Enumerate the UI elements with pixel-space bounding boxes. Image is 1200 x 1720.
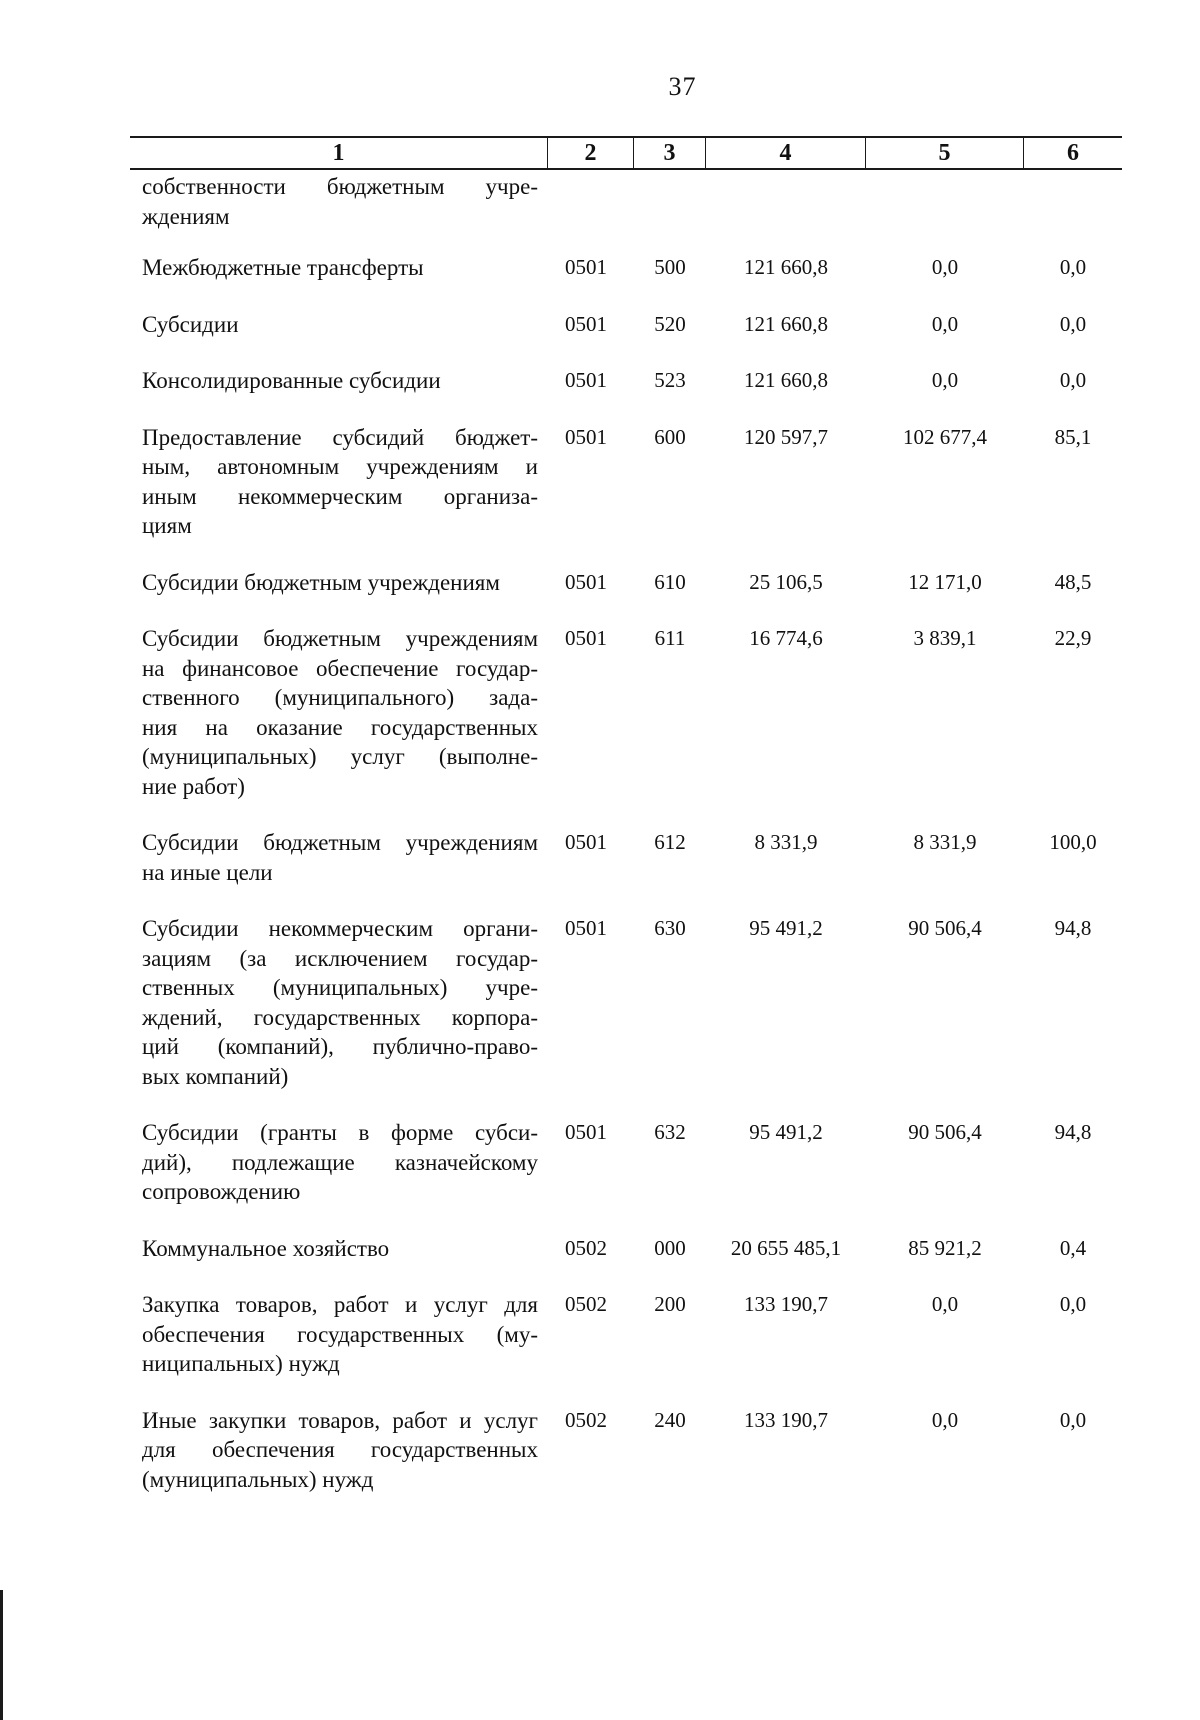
description-line: собственности бюджетным учре- xyxy=(142,174,538,199)
description-line: Межбюджетные трансферты xyxy=(142,255,424,280)
row-description xyxy=(130,1234,538,1264)
row-col-5: 0,0 xyxy=(931,1292,959,1316)
description-line: ственных (муниципальных) учре- xyxy=(142,975,538,1000)
description-line: ным, автономным учреждениям и xyxy=(142,454,538,479)
row-col-3: 600 xyxy=(654,424,686,449)
description-line: Коммунальное хозяйство xyxy=(142,1235,390,1261)
row-col-4: 20 655 485,1 xyxy=(730,1235,842,1260)
row-description xyxy=(130,1406,538,1495)
row-description xyxy=(130,366,538,396)
row-col-3: 500 xyxy=(654,255,686,279)
table-row xyxy=(130,568,1122,598)
row-description xyxy=(130,172,538,231)
row-col-2: 0502 xyxy=(565,1407,607,1432)
description-line: (муниципальных) нужд xyxy=(142,1466,374,1492)
row-col-4: 133 190,7 xyxy=(744,1292,828,1316)
description-line: ниципальных) нужд xyxy=(142,1351,340,1376)
row-col-2: 0502 xyxy=(565,1235,607,1260)
row-col-2: 0501 xyxy=(565,424,607,449)
header-col-4: 4 xyxy=(706,138,866,168)
row-col-5: 85 921,2 xyxy=(908,1235,982,1260)
page-number: 37 xyxy=(668,72,697,101)
row-col-4: 8 331,9 xyxy=(754,830,818,854)
row-col-2: 0501 xyxy=(565,916,607,940)
row-col-6: 85,1 xyxy=(1054,424,1092,449)
row-col-2: 0501 xyxy=(565,311,607,336)
row-col-4: 133 190,7 xyxy=(744,1407,828,1432)
row-col-3: 523 xyxy=(654,368,686,392)
row-col-5: 102 677,4 xyxy=(903,424,987,449)
description-line: ждений, государственных корпора- xyxy=(142,1004,538,1030)
description-line: сопровождению xyxy=(142,1179,301,1204)
row-col-2: 0502 xyxy=(565,1292,607,1316)
table-row xyxy=(130,914,1122,1091)
row-col-6: 0,0 xyxy=(1059,1407,1087,1432)
row-description xyxy=(130,423,538,541)
description-line: Предоставление субсидий бюджет- xyxy=(142,424,538,450)
description-line: ние работ) xyxy=(142,773,245,799)
description-line: Субсидии некоммерческим органи- xyxy=(142,916,538,941)
row-col-6: 0,4 xyxy=(1059,1235,1087,1260)
row-col-2: 0501 xyxy=(565,569,607,594)
description-line: ждениям xyxy=(142,203,230,229)
row-col-3: 240 xyxy=(654,1407,686,1432)
row-col-2: 0501 xyxy=(565,368,607,392)
row-description xyxy=(130,914,538,1091)
header-col-6: 6 xyxy=(1067,140,1079,166)
description-line: ния на оказание государственных xyxy=(142,714,538,740)
row-col-5: 12 171,0 xyxy=(908,569,982,594)
row-description xyxy=(130,253,538,283)
description-line: на иные цели xyxy=(142,859,273,885)
header-col-2: 2 xyxy=(548,138,634,168)
row-col-2: 0501 xyxy=(565,626,607,650)
description-line: иным некоммерческим организа- xyxy=(142,483,538,509)
row-col-4: 121 660,8 xyxy=(744,368,828,392)
description-line: Консолидированные субсидии xyxy=(142,368,441,393)
scan-edge-mark xyxy=(0,1590,3,1720)
table-row xyxy=(130,253,1122,283)
row-col-3: 630 xyxy=(654,916,686,940)
row-col-4: 95 491,2 xyxy=(749,916,823,940)
table-row xyxy=(130,624,1122,801)
table-row xyxy=(130,1406,1122,1495)
row-col-3: 632 xyxy=(654,1120,686,1144)
table-row xyxy=(130,1290,1122,1379)
row-col-5: 0,0 xyxy=(931,311,959,336)
row-col-3: 000 xyxy=(654,1235,686,1260)
row-description xyxy=(130,828,538,887)
header-col-5: 5 xyxy=(866,138,1024,168)
row-col-6: 0,0 xyxy=(1059,368,1087,392)
table-row xyxy=(130,310,1122,340)
row-col-3: 611 xyxy=(654,626,686,650)
row-description xyxy=(130,568,538,598)
table-row xyxy=(130,1234,1122,1264)
row-col-6: 0,0 xyxy=(1059,311,1087,336)
description-line: зациям (за исключением государ- xyxy=(142,945,538,971)
row-col-5: 3 839,1 xyxy=(913,626,977,650)
row-col-4: 95 491,2 xyxy=(749,1120,823,1144)
row-description xyxy=(130,310,538,340)
description-line: вых компаний) xyxy=(142,1063,289,1089)
row-col-5: 0,0 xyxy=(931,255,959,279)
description-line: дий), подлежащие казначейскому xyxy=(142,1149,538,1175)
row-col-4: 120 597,7 xyxy=(744,424,828,449)
description-line: на финансовое обеспечение государ- xyxy=(142,655,538,681)
description-line: циям xyxy=(142,513,192,538)
row-col-2: 0501 xyxy=(565,830,607,854)
row-col-2: 0501 xyxy=(565,1120,607,1144)
row-description xyxy=(130,1290,538,1379)
description-line: ственного (муниципального) зада- xyxy=(142,685,538,710)
row-col-3: 610 xyxy=(654,569,686,594)
table-row xyxy=(130,828,1122,887)
description-line: Закупка товаров, работ и услуг для xyxy=(142,1292,538,1317)
table-row xyxy=(130,1118,1122,1207)
description-line: Субсидии бюджетным учреждениям xyxy=(142,830,538,855)
row-col-5: 90 506,4 xyxy=(908,1120,982,1144)
table-row xyxy=(130,172,1122,231)
row-col-5: 0,0 xyxy=(931,1407,959,1432)
header-col-1: 1 xyxy=(130,138,548,168)
row-col-6: 100,0 xyxy=(1049,830,1097,854)
description-line: (муниципальных) услуг (выполне- xyxy=(142,744,538,769)
row-description xyxy=(130,624,538,801)
row-col-6: 94,8 xyxy=(1054,1120,1092,1144)
row-col-5: 8 331,9 xyxy=(913,830,977,854)
table-header xyxy=(130,136,1122,170)
row-col-6: 48,5 xyxy=(1054,569,1092,594)
row-col-5: 0,0 xyxy=(931,368,959,392)
description-line: Субсидии бюджетным учреждениям xyxy=(142,626,538,651)
description-line: для обеспечения государственных xyxy=(142,1437,538,1462)
row-col-6: 0,0 xyxy=(1059,1292,1087,1316)
row-col-3: 612 xyxy=(654,830,686,854)
row-col-5: 90 506,4 xyxy=(908,916,982,940)
table-row xyxy=(130,366,1122,396)
row-col-4: 121 660,8 xyxy=(744,311,828,336)
row-col-6: 94,8 xyxy=(1054,916,1092,940)
row-col-4: 121 660,8 xyxy=(744,255,828,279)
description-line: ций (компаний), публично-право- xyxy=(142,1034,538,1059)
table-row xyxy=(130,423,1122,541)
description-line: обеспечения государственных (му- xyxy=(142,1321,538,1347)
row-description xyxy=(130,1118,538,1207)
table-body xyxy=(130,172,1122,1521)
description-line: Субсидии (гранты в форме субси- xyxy=(142,1120,538,1145)
row-col-6: 22,9 xyxy=(1054,626,1092,650)
row-col-3: 200 xyxy=(654,1292,686,1316)
row-col-4: 25 106,5 xyxy=(749,569,823,594)
description-line: Субсидии бюджетным учреждениям xyxy=(142,569,500,595)
description-line: Иные закупки товаров, работ и услуг xyxy=(142,1407,538,1433)
row-col-3: 520 xyxy=(654,311,686,336)
row-col-4: 16 774,6 xyxy=(749,626,823,650)
row-col-6: 0,0 xyxy=(1059,255,1087,279)
description-line: Субсидии xyxy=(142,311,239,337)
header-col-3: 3 xyxy=(634,138,706,168)
row-col-2: 0501 xyxy=(565,255,607,279)
